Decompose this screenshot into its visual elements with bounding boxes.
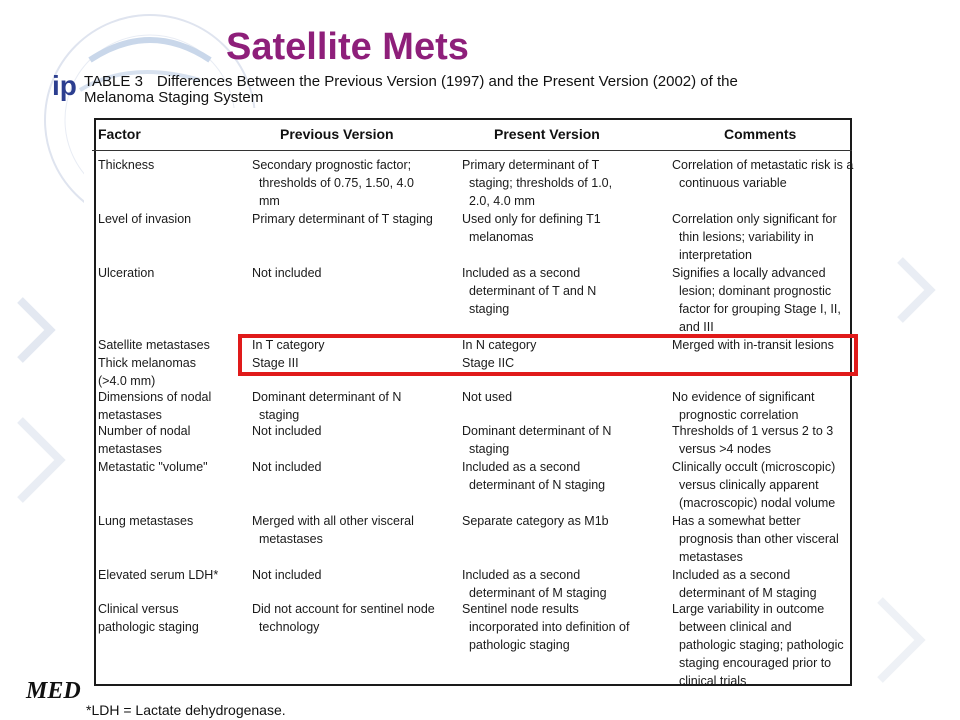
table-caption-line2: Melanoma Staging System [84, 89, 264, 106]
header-present-version: Present Version [494, 126, 600, 142]
cell-previous-version: Did not account for sentinel node technology [252, 602, 435, 634]
cell-previous-version: Merged with all other visceral metastases [252, 514, 414, 546]
cell-present-version: Primary determinant of T staging; thresholds of 1.0, 2.0, 4.0 mm [462, 158, 613, 208]
cell-present-version: Included as a second determinant of T and N staging [462, 266, 597, 316]
cell-factor: Number of nodal metastases [98, 424, 191, 456]
cell-previous-version: Stage III [252, 356, 299, 370]
brand-logo-med: MED [26, 678, 81, 704]
cell-factor: Thickness [98, 158, 155, 172]
table-scan [84, 108, 860, 694]
cell-factor: Lung metastases [98, 514, 194, 528]
cell-present-version: In N category [462, 338, 537, 352]
cell-present-version: Included as a second determinant of N staging [462, 460, 606, 492]
table-caption [84, 74, 864, 106]
table-caption-line1: Differences Between the Previous Version (1997) and the Present Version (2002) of the [156, 73, 738, 90]
cell-previous-version: Not included [252, 460, 322, 474]
table-footnote: *LDH = Lactate dehydrogenase. [86, 702, 286, 718]
cell-previous-version: Secondary prognostic factor; thresholds of 0.75, 1.50, 4.0 mm [252, 158, 414, 208]
cell-present-version: Used only for defining T1 melanomas [462, 212, 601, 244]
cell-comments: Thresholds of 1 versus 2 to 3 versus >4 nodes [672, 424, 834, 456]
cell-present-version: Not used [462, 390, 513, 404]
cell-previous-version: Not included [252, 568, 322, 582]
cell-comments: Correlation only significant for thin lesions; variability in interpretation [672, 212, 837, 262]
cell-present-version: Included as a second determinant of M staging [462, 568, 607, 600]
cell-comments: Correlation of metastatic risk is a continuous variable [672, 158, 854, 190]
cell-comments: Signifies a locally advanced lesion; dominant prognostic factor for grouping Stage I, II, and III [672, 266, 841, 334]
header-comments: Comments [724, 126, 797, 142]
cell-present-version: Dominant determinant of N staging [462, 424, 612, 456]
cell-factor: Satellite metastases [98, 338, 210, 352]
cell-factor: Metastatic "volume" [98, 460, 208, 474]
cell-factor: Clinical versus pathologic staging [98, 602, 199, 634]
cell-comments: Clinically occult (microscopic) versus clinically apparent (macroscopic) nodal volume [672, 460, 836, 510]
header-previous-version: Previous Version [280, 126, 394, 142]
highlight-box [238, 334, 858, 376]
cell-comments: Has a somewhat better prognosis than other visceral metastases [672, 514, 839, 564]
brand-logo-ip: ip [52, 70, 77, 101]
cell-comments: Large variability in outcome between clinical and pathologic staging; pathologic staging encouraged prior to clinical trials [672, 602, 844, 688]
cell-comments: No evidence of significant prognostic correlation [672, 390, 815, 422]
cell-factor: Elevated serum LDH* [98, 568, 219, 582]
cell-previous-version: Primary determinant of T staging [252, 212, 433, 226]
cell-comments: Merged with in-transit lesions [672, 338, 834, 352]
header-divider [92, 150, 852, 151]
table-label: TABLE 3 [84, 73, 143, 90]
cell-factor: Ulceration [98, 266, 155, 280]
cell-present-version: Stage IIC [462, 356, 515, 370]
cell-previous-version: Not included [252, 266, 322, 280]
cell-factor: Dimensions of nodal metastases [98, 390, 212, 422]
cell-present-version: Separate category as M1b [462, 514, 609, 528]
cell-previous-version: Not included [252, 424, 322, 438]
slide-title: Satellite Mets [226, 26, 469, 68]
cell-factor: Level of invasion [98, 212, 192, 226]
cell-previous-version: In T category [252, 338, 325, 352]
cell-factor: Thick melanomas (>4.0 mm) [98, 356, 196, 388]
cell-present-version: Sentinel node results incorporated into definition of pathologic staging [462, 602, 630, 652]
header-factor: Factor [98, 126, 141, 142]
cell-comments: Included as a second determinant of M staging [672, 568, 817, 600]
cell-previous-version: Dominant determinant of N staging [252, 390, 402, 422]
